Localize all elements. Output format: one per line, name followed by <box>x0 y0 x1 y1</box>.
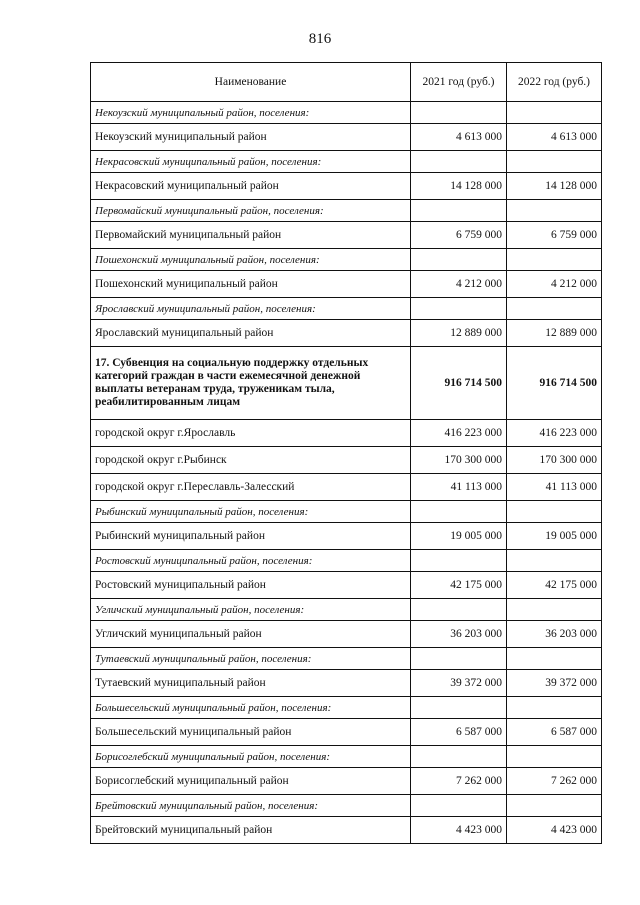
budget-table <box>90 62 602 844</box>
table-header-row <box>91 63 602 102</box>
row-name: Некоузский муниципальный район, поселения: <box>91 102 411 124</box>
row-name: Рыбинский муниципальный район, поселения: <box>91 501 411 523</box>
row-name: Борисоглебский муниципальный район, поселения: <box>91 746 411 768</box>
row-value-2022: 39 372 000 <box>507 670 602 697</box>
table-body <box>91 102 602 844</box>
subhead-row <box>91 298 602 320</box>
row-value-2021 <box>411 648 507 670</box>
subhead-row <box>91 648 602 670</box>
row-value-2022: 916 714 500 <box>507 347 602 420</box>
row-value-2021 <box>411 599 507 621</box>
table-row <box>91 670 602 697</box>
row-value-2021: 4 423 000 <box>411 817 507 844</box>
row-value-2022 <box>507 151 602 173</box>
row-value-2021: 14 128 000 <box>411 173 507 200</box>
header-name: Наименование <box>91 63 411 102</box>
subhead-row <box>91 550 602 572</box>
row-value-2022: 7 262 000 <box>507 768 602 795</box>
subhead-row <box>91 795 602 817</box>
row-value-2021: 416 223 000 <box>411 420 507 447</box>
row-value-2021: 19 005 000 <box>411 523 507 550</box>
row-value-2022: 41 113 000 <box>507 474 602 501</box>
row-value-2021: 4 212 000 <box>411 271 507 298</box>
row-name: Ростовский муниципальный район, поселения: <box>91 550 411 572</box>
row-value-2022: 6 759 000 <box>507 222 602 249</box>
row-name: Брейтовский муниципальный район <box>91 817 411 844</box>
row-value-2022: 36 203 000 <box>507 621 602 648</box>
row-name: Первомайский муниципальный район <box>91 222 411 249</box>
table-row <box>91 222 602 249</box>
row-name: Большесельский муниципальный район <box>91 719 411 746</box>
subhead-row <box>91 746 602 768</box>
table-row <box>91 719 602 746</box>
header-2021: 2021 год (руб.) <box>411 63 507 102</box>
row-value-2022: 4 423 000 <box>507 817 602 844</box>
row-name: Большесельский муниципальный район, поселения: <box>91 697 411 719</box>
row-name: 17. Субвенция на социальную поддержку отдельных категорий граждан в части ежемесячной денежной выплаты ветеранам труда, труженикам тыла, реабилитированным лицам <box>91 347 411 420</box>
row-value-2022 <box>507 550 602 572</box>
row-name: Пошехонский муниципальный район, поселения: <box>91 249 411 271</box>
table-row <box>91 173 602 200</box>
table-row <box>91 621 602 648</box>
table-row <box>91 474 602 501</box>
row-value-2022: 416 223 000 <box>507 420 602 447</box>
row-name: Ярославский муниципальный район <box>91 320 411 347</box>
row-value-2022 <box>507 648 602 670</box>
row-name: городской округ г.Рыбинск <box>91 447 411 474</box>
subhead-row <box>91 151 602 173</box>
row-value-2021 <box>411 697 507 719</box>
row-name: Рыбинский муниципальный район <box>91 523 411 550</box>
table-row <box>91 420 602 447</box>
subhead-row <box>91 102 602 124</box>
row-value-2022 <box>507 599 602 621</box>
table-row <box>91 572 602 599</box>
row-name: Некрасовский муниципальный район <box>91 173 411 200</box>
row-name: Брейтовский муниципальный район, поселения: <box>91 795 411 817</box>
row-name: Ростовский муниципальный район <box>91 572 411 599</box>
row-value-2022: 12 889 000 <box>507 320 602 347</box>
row-value-2022: 4 613 000 <box>507 124 602 151</box>
subhead-row <box>91 200 602 222</box>
row-value-2022: 14 128 000 <box>507 173 602 200</box>
row-value-2021: 7 262 000 <box>411 768 507 795</box>
row-value-2021 <box>411 102 507 124</box>
row-value-2021: 6 587 000 <box>411 719 507 746</box>
row-name: Угличский муниципальный район <box>91 621 411 648</box>
row-value-2022 <box>507 200 602 222</box>
row-value-2021: 4 613 000 <box>411 124 507 151</box>
row-value-2021 <box>411 501 507 523</box>
row-name: Ярославский муниципальный район, поселения: <box>91 298 411 320</box>
row-name: Первомайский муниципальный район, поселения: <box>91 200 411 222</box>
table-row <box>91 447 602 474</box>
row-name: Тутаевский муниципальный район <box>91 670 411 697</box>
row-value-2022 <box>507 249 602 271</box>
table-row <box>91 320 602 347</box>
row-value-2022: 170 300 000 <box>507 447 602 474</box>
row-name: Пошехонский муниципальный район <box>91 271 411 298</box>
row-value-2022: 42 175 000 <box>507 572 602 599</box>
row-value-2021: 42 175 000 <box>411 572 507 599</box>
row-name: Борисоглебский муниципальный район <box>91 768 411 795</box>
row-name: Некрасовский муниципальный район, поселения: <box>91 151 411 173</box>
table-row <box>91 271 602 298</box>
table-row <box>91 817 602 844</box>
row-value-2022 <box>507 501 602 523</box>
row-value-2021 <box>411 200 507 222</box>
row-value-2021 <box>411 746 507 768</box>
subhead-row <box>91 249 602 271</box>
row-value-2021 <box>411 795 507 817</box>
row-value-2022: 6 587 000 <box>507 719 602 746</box>
row-value-2022 <box>507 795 602 817</box>
table-row <box>91 523 602 550</box>
row-name: городской округ г.Переславль-Залесский <box>91 474 411 501</box>
row-value-2022 <box>507 746 602 768</box>
row-name: Угличский муниципальный район, поселения: <box>91 599 411 621</box>
row-value-2021: 6 759 000 <box>411 222 507 249</box>
row-name: Некоузский муниципальный район <box>91 124 411 151</box>
row-value-2021: 12 889 000 <box>411 320 507 347</box>
row-name: Тутаевский муниципальный район, поселения: <box>91 648 411 670</box>
subhead-row <box>91 501 602 523</box>
row-value-2021 <box>411 249 507 271</box>
row-value-2021: 41 113 000 <box>411 474 507 501</box>
row-value-2022 <box>507 697 602 719</box>
row-value-2022 <box>507 102 602 124</box>
subhead-row <box>91 697 602 719</box>
row-value-2021: 916 714 500 <box>411 347 507 420</box>
section-row <box>91 347 602 420</box>
subhead-row <box>91 599 602 621</box>
row-value-2021 <box>411 151 507 173</box>
row-value-2021: 170 300 000 <box>411 447 507 474</box>
header-2022: 2022 год (руб.) <box>507 63 602 102</box>
row-value-2022: 4 212 000 <box>507 271 602 298</box>
row-name: городской округ г.Ярославль <box>91 420 411 447</box>
row-value-2021: 36 203 000 <box>411 621 507 648</box>
row-value-2021 <box>411 550 507 572</box>
row-value-2021: 39 372 000 <box>411 670 507 697</box>
page-number: 816 <box>308 31 332 47</box>
row-value-2022 <box>507 298 602 320</box>
table-row <box>91 124 602 151</box>
row-value-2021 <box>411 298 507 320</box>
row-value-2022: 19 005 000 <box>507 523 602 550</box>
table-row <box>91 768 602 795</box>
